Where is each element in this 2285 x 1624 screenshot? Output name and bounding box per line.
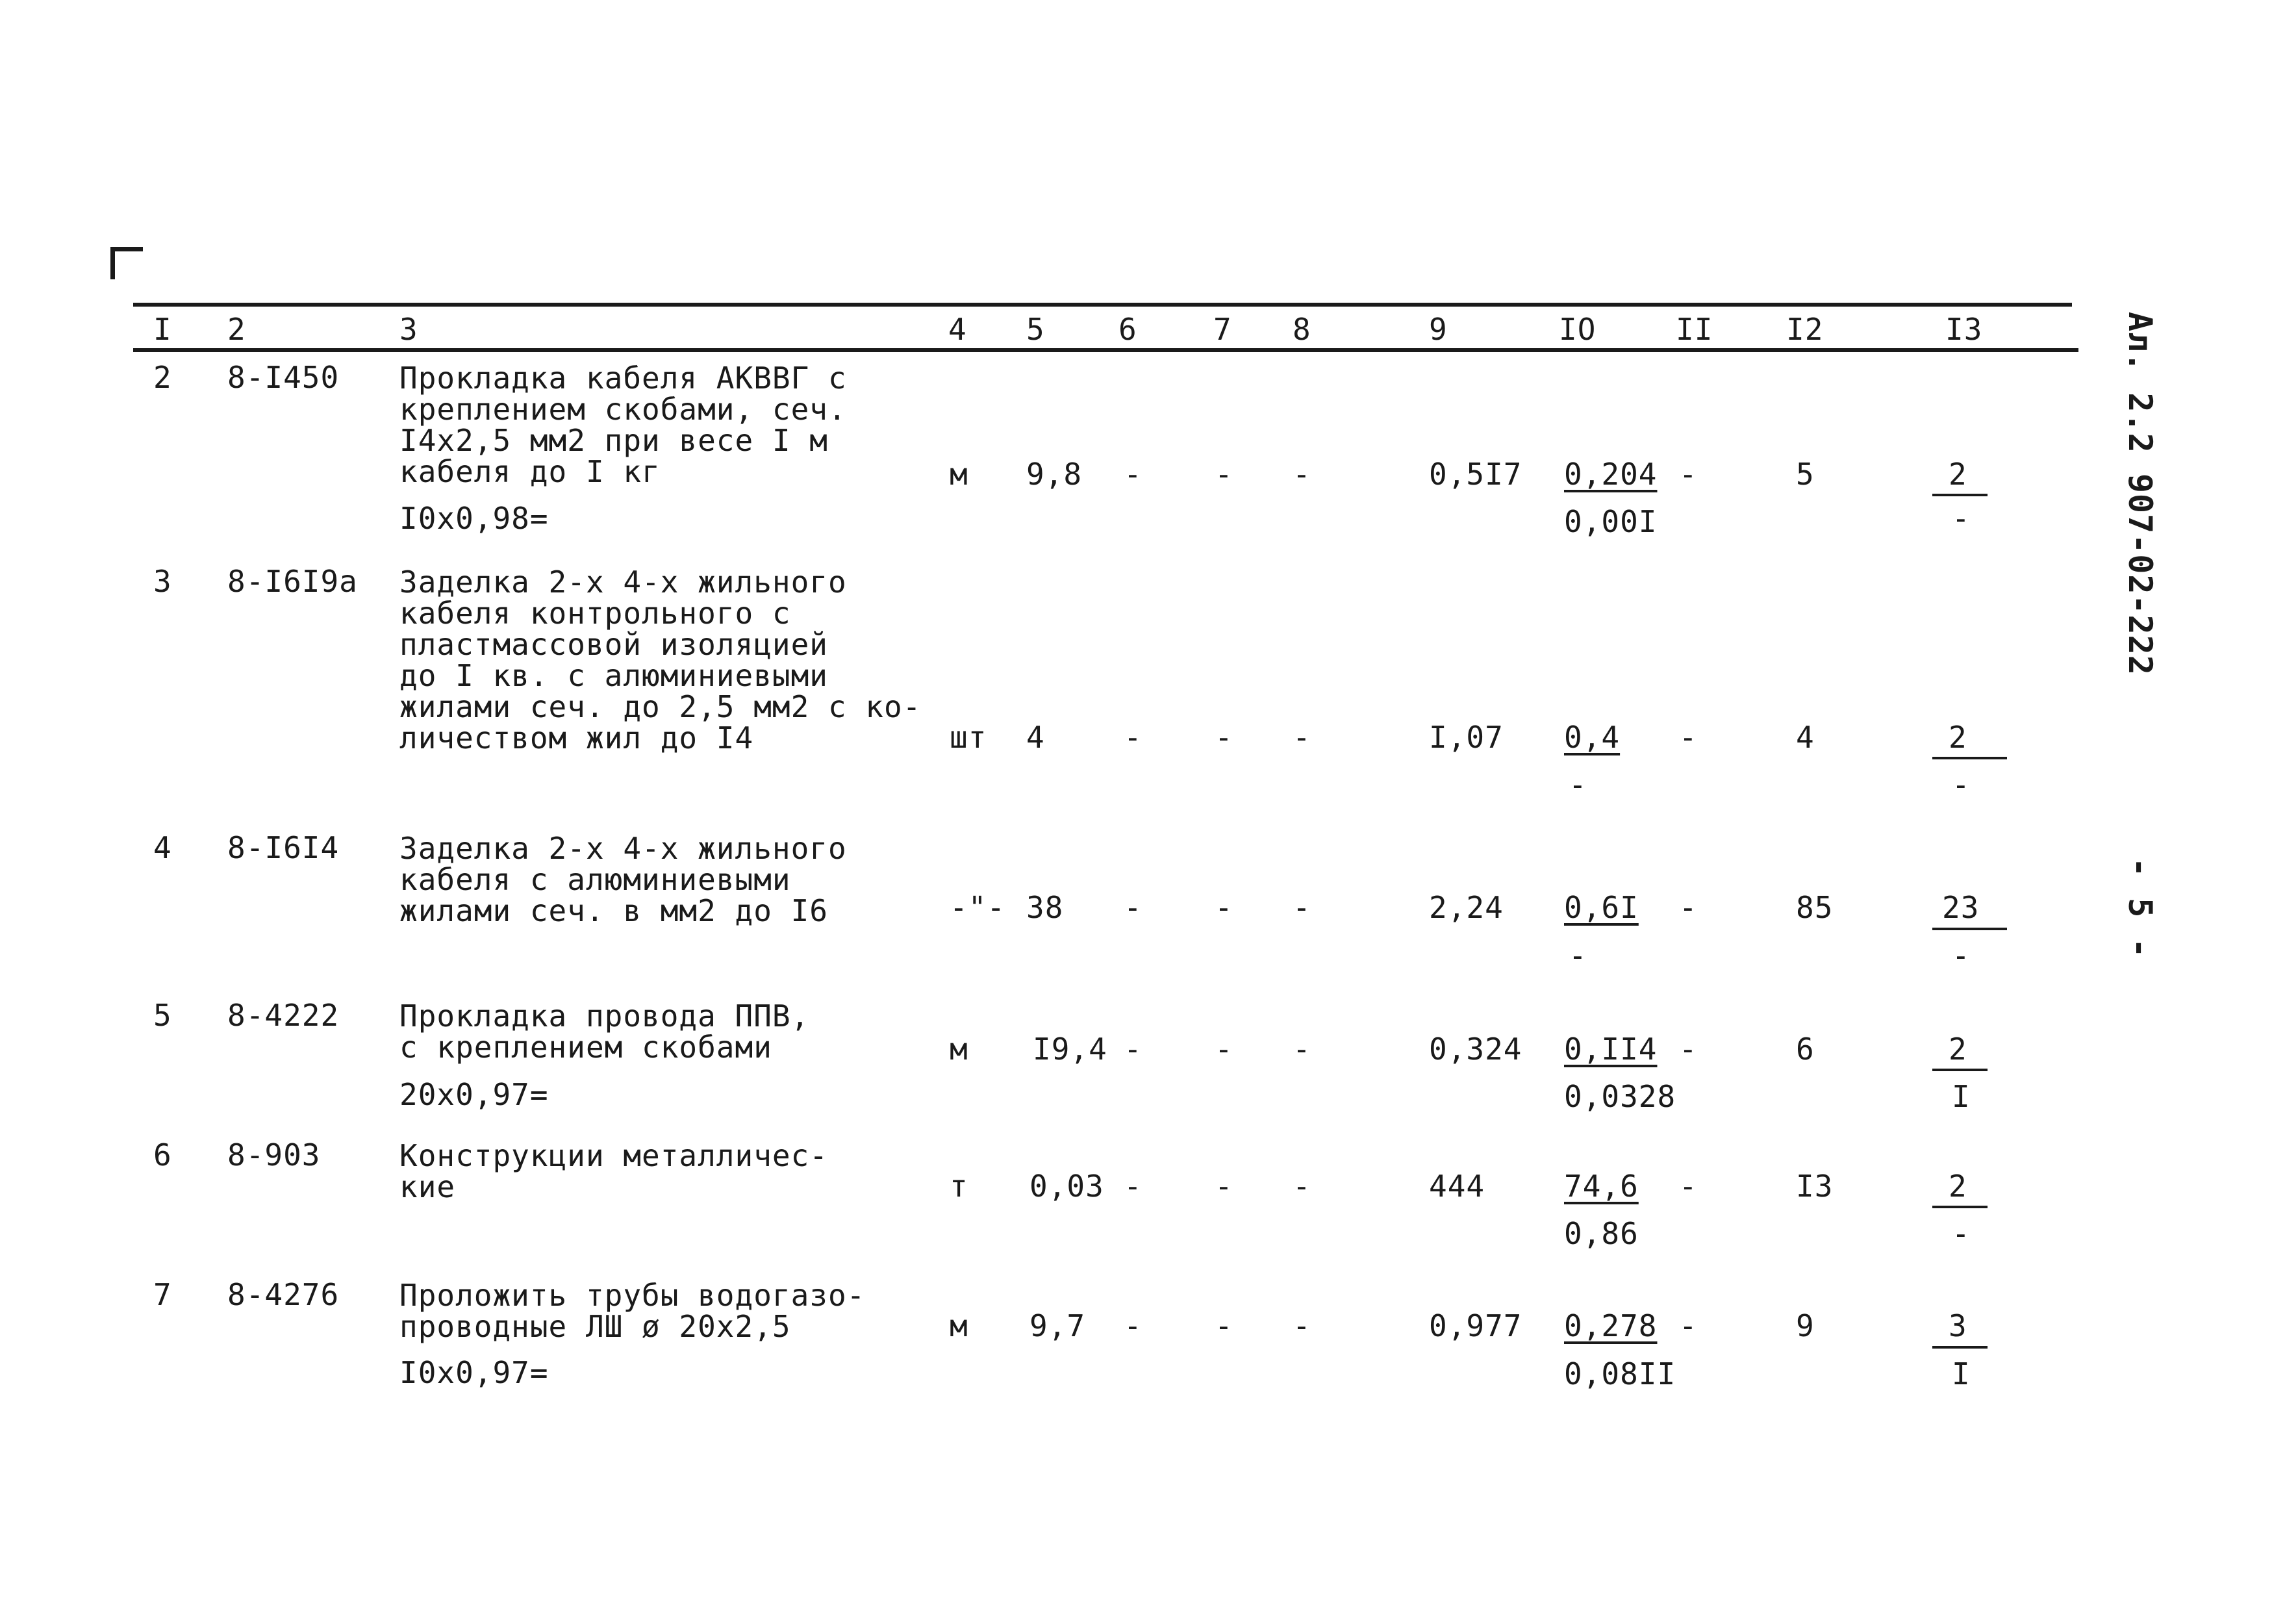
row-desc-line: Конструкции металличес- xyxy=(399,1138,828,1173)
row-desc-line: Заделка 2-х 4-х жильного xyxy=(399,831,847,866)
row-col12: 9 xyxy=(1796,1308,1815,1343)
row-desc-line: кабеля до I кг xyxy=(399,454,661,489)
row-desc-line: пластмассовой изоляцией xyxy=(399,627,828,662)
row-col12: I3 xyxy=(1796,1169,1834,1204)
header-col-7: 7 xyxy=(1213,312,1232,347)
row-col13-top: 2 xyxy=(1949,1169,1967,1204)
row-desc-line: креплением скобами, сеч. xyxy=(399,392,847,427)
header-col-1: I xyxy=(153,312,172,347)
row-col13-top: 2 xyxy=(1949,1032,1967,1067)
header-col-8: 8 xyxy=(1293,312,1311,347)
row-col11: - xyxy=(1679,1032,1698,1067)
row-qty: 9,7 xyxy=(1029,1308,1086,1343)
header-col-10: IO xyxy=(1559,312,1597,347)
row-code: 8-4222 xyxy=(227,998,340,1033)
row-desc-line: кабеля контрольного с xyxy=(399,596,791,631)
header-col-4: 4 xyxy=(948,312,967,347)
row-number: 7 xyxy=(153,1277,172,1312)
row-unit: т xyxy=(950,1169,968,1204)
row-col8: - xyxy=(1293,1308,1311,1343)
row-number: 3 xyxy=(153,564,172,599)
row-col10-top: 0,6I xyxy=(1564,890,1639,925)
row-desc-line: до I кв. с алюминиевыми xyxy=(399,658,828,693)
row-col13-bottom: I xyxy=(1952,1079,1971,1114)
row-col7: - xyxy=(1215,890,1233,925)
row-col11: - xyxy=(1679,890,1698,925)
row-desc-line: I4x2,5 мм2 при весе I м xyxy=(399,423,828,458)
row-col6: - xyxy=(1124,1169,1142,1204)
row-col13-top: 3 xyxy=(1949,1308,1967,1343)
row-col11: - xyxy=(1679,720,1698,755)
row-col13-top: 2 xyxy=(1949,720,1967,755)
row-price: 0,977 xyxy=(1429,1308,1522,1343)
row-col11: - xyxy=(1679,457,1698,492)
row-col7: - xyxy=(1215,720,1233,755)
row-col7: - xyxy=(1215,1169,1233,1204)
fraction-line xyxy=(1932,1346,1988,1349)
row-desc-line: кабеля с алюминиевыми xyxy=(399,862,791,897)
row-col8: - xyxy=(1293,1169,1311,1204)
side-page-number: - 5 - xyxy=(2121,857,2159,959)
row-unit: -"- xyxy=(950,890,1006,925)
fraction-line xyxy=(1932,1206,1988,1208)
row-col6: - xyxy=(1124,890,1142,925)
row-col10-top: 0,278 xyxy=(1564,1308,1658,1343)
corner-mark-h xyxy=(110,247,143,251)
row-col12: 4 xyxy=(1796,720,1815,755)
row-desc-line: с креплением скобами xyxy=(399,1030,772,1065)
row-unit: м xyxy=(950,1032,968,1067)
row-col6: - xyxy=(1124,457,1142,492)
row-code: 8-903 xyxy=(227,1137,321,1173)
header-col-5: 5 xyxy=(1026,312,1045,347)
row-col12: 5 xyxy=(1796,457,1815,492)
row-code: 8-I450 xyxy=(227,360,340,395)
row-unit: шт xyxy=(950,720,987,755)
row-desc-line: Прокладка кабеля АКВВГ с xyxy=(399,361,847,396)
row-qty: 0,03 xyxy=(1029,1169,1104,1204)
row-col13-bottom: - xyxy=(1952,501,1971,536)
corner-mark-v xyxy=(110,247,115,279)
row-col7: - xyxy=(1215,457,1233,492)
table-top-rule xyxy=(133,303,2072,307)
row-col12: 6 xyxy=(1796,1032,1815,1067)
row-qty: 38 xyxy=(1026,890,1064,925)
row-code: 8-I6I9а xyxy=(227,564,358,599)
row-price: 2,24 xyxy=(1429,890,1504,925)
row-desc-line: Заделка 2-х 4-х жильного xyxy=(399,565,847,600)
row-col8: - xyxy=(1293,890,1311,925)
row-col13-top: 2 xyxy=(1949,457,1967,492)
row-price: 444 xyxy=(1429,1169,1485,1204)
fraction-line xyxy=(1932,757,2007,759)
row-qty: I9,4 xyxy=(1033,1032,1107,1067)
row-col8: - xyxy=(1293,720,1311,755)
side-document-code: Ал. 2.2 907-02-222 xyxy=(2121,312,2159,676)
row-calc: I0x0,98= xyxy=(399,501,549,536)
row-desc-line: кие xyxy=(399,1169,456,1204)
row-col8: - xyxy=(1293,457,1311,492)
row-col11: - xyxy=(1679,1169,1698,1204)
row-desc-line: личеством жил до I4 xyxy=(399,720,754,755)
header-col-3: 3 xyxy=(399,312,418,347)
row-col10-bottom: 0,0328 xyxy=(1564,1079,1676,1114)
row-col8: - xyxy=(1293,1032,1311,1067)
header-bottom-rule xyxy=(133,348,2078,352)
row-qty: 4 xyxy=(1026,720,1045,755)
row-col13-bottom: - xyxy=(1952,1216,1971,1251)
row-col10-top: 0,II4 xyxy=(1564,1032,1658,1067)
row-qty: 9,8 xyxy=(1026,457,1083,492)
row-unit: м xyxy=(950,1308,968,1343)
row-desc-line: жилами сеч. в мм2 до I6 xyxy=(399,893,828,928)
header-col-2: 2 xyxy=(227,312,246,347)
header-col-6: 6 xyxy=(1118,312,1137,347)
row-number: 2 xyxy=(153,360,172,395)
row-col10-bottom: 0,86 xyxy=(1564,1216,1639,1251)
row-code: 8-I6I4 xyxy=(227,830,340,865)
row-col10-top: 0,4 xyxy=(1564,720,1621,755)
header-col-12: I2 xyxy=(1786,312,1824,347)
row-col13-top: 23 xyxy=(1942,890,1980,925)
row-col10-top: 0,204 xyxy=(1564,457,1658,492)
header-col-13: I3 xyxy=(1945,312,1983,347)
row-number: 6 xyxy=(153,1137,172,1173)
row-desc-line: Прокладка провода ППВ, xyxy=(399,998,810,1034)
row-desc-line: Проложить трубы водогазо- xyxy=(399,1278,866,1313)
row-number: 4 xyxy=(153,830,172,865)
fraction-line xyxy=(1932,494,1988,496)
row-col10-bottom: - xyxy=(1569,938,1587,973)
row-calc: I0x0,97= xyxy=(399,1355,549,1390)
row-col11: - xyxy=(1679,1308,1698,1343)
row-unit: м xyxy=(950,457,968,492)
header-col-9: 9 xyxy=(1429,312,1448,347)
row-col12: 85 xyxy=(1796,890,1834,925)
row-col13-bottom: - xyxy=(1952,938,1971,973)
row-col10-bottom: - xyxy=(1569,767,1587,802)
row-col6: - xyxy=(1124,720,1142,755)
row-number: 5 xyxy=(153,998,172,1033)
row-col10-bottom: 0,08II xyxy=(1564,1356,1676,1391)
row-col6: - xyxy=(1124,1032,1142,1067)
row-col10-top: 74,6 xyxy=(1564,1169,1639,1204)
row-price: 0,5I7 xyxy=(1429,457,1522,492)
row-price: I,07 xyxy=(1429,720,1504,755)
row-desc-line: проводные ЛШ ø 20x2,5 xyxy=(399,1309,791,1344)
row-col10-bottom: 0,00I xyxy=(1564,504,1658,539)
row-desc-line: жилами сеч. до 2,5 мм2 с ко- xyxy=(399,689,922,724)
row-col13-bottom: I xyxy=(1952,1356,1971,1391)
row-col6: - xyxy=(1124,1308,1142,1343)
row-price: 0,324 xyxy=(1429,1032,1522,1067)
row-col7: - xyxy=(1215,1032,1233,1067)
fraction-line xyxy=(1932,1069,1988,1071)
row-col7: - xyxy=(1215,1308,1233,1343)
row-col13-bottom: - xyxy=(1952,767,1971,802)
fraction-line xyxy=(1932,928,2007,930)
header-col-11: II xyxy=(1676,312,1713,347)
row-code: 8-4276 xyxy=(227,1277,340,1312)
row-calc: 20x0,97= xyxy=(399,1077,549,1112)
